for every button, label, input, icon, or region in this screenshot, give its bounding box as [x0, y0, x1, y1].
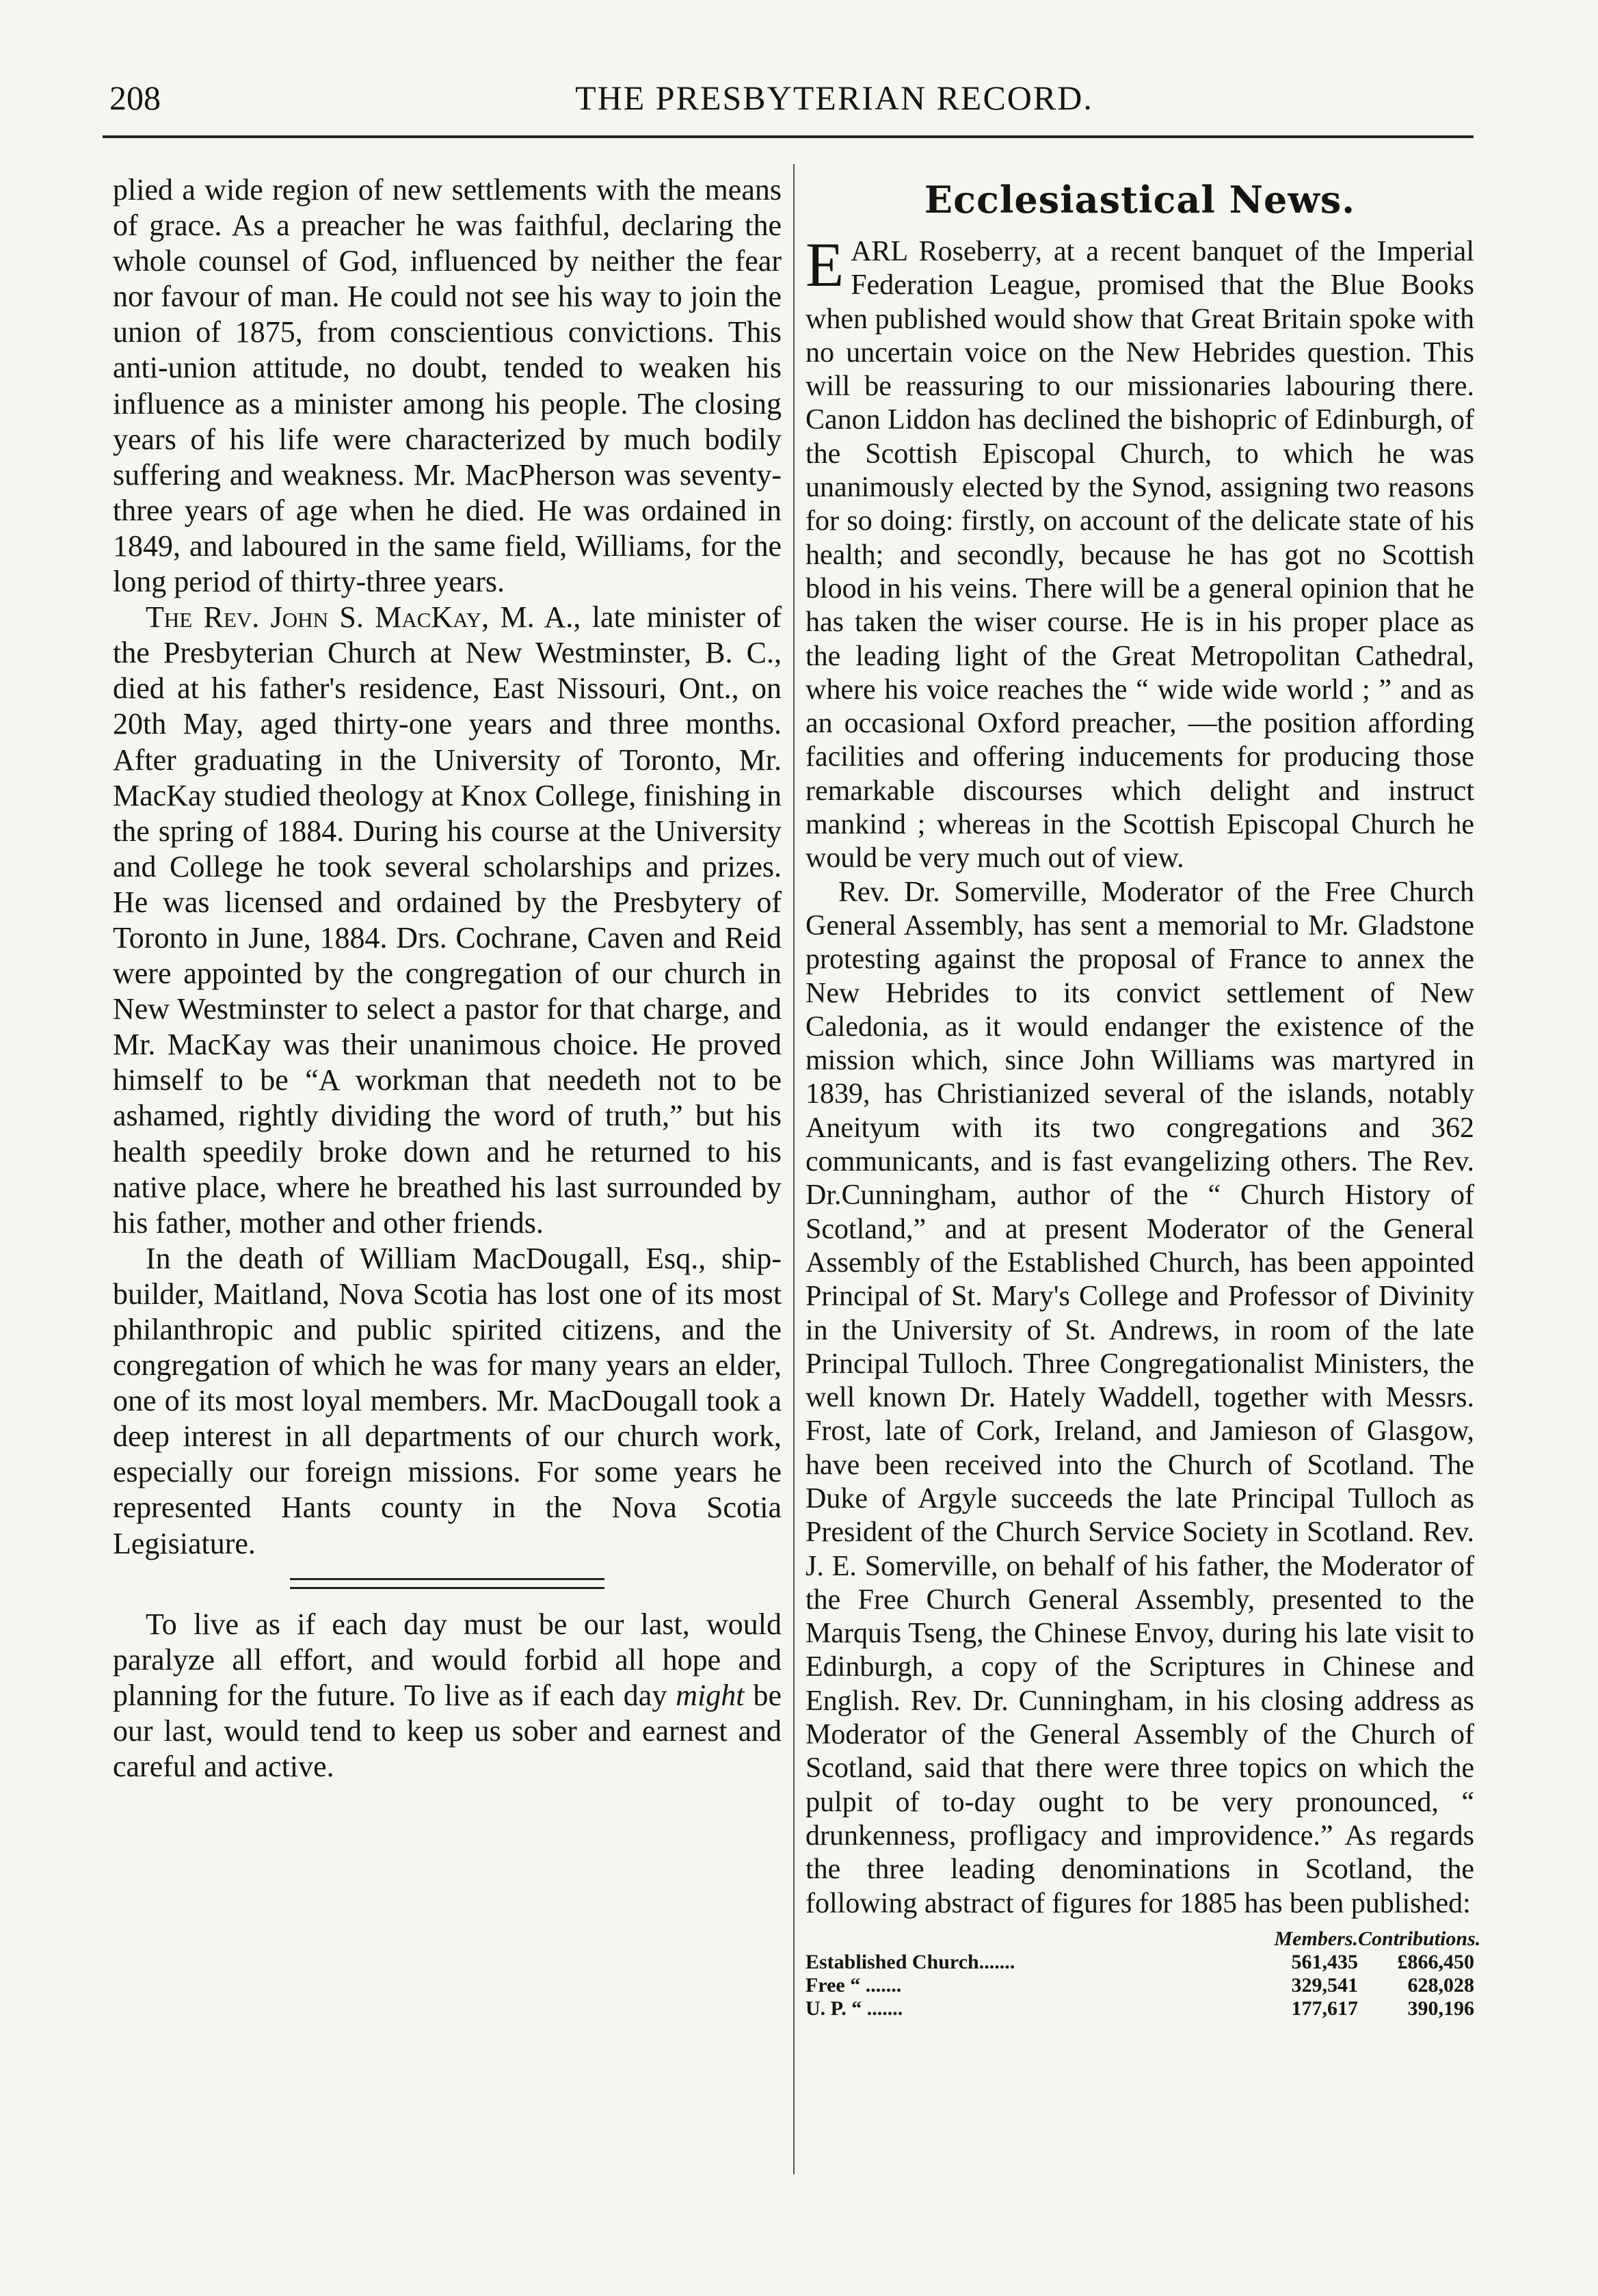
contributions-value: 390,196 [1407, 1997, 1474, 2020]
header-rule [103, 135, 1474, 138]
stats-header-row [805, 1927, 1481, 1951]
obituary-macdougall: In the death of William MacDougall, Esq., ship-builder, Maitland, Nova Scotia has lost one of its most philanthropic and public spirited citizens, and the congregation of which he was for many years an elder, one of its most loyal members. Mr. MacDougall took a deep interest in all departments of our church work, especially our foreign missions. For some years he represented Hants county in the Nova Scotia Legisiature. [113, 1241, 782, 1560]
obituary-macpherson-continued: plied a wide region of new settlements with the means of grace. As a preacher he was faithful, declaring the whole counsel of God, influenced by neither the fear nor favour of man. He could not see his way to join the union of 1875, from conscientious convictions. This anti-union attitude, no doubt, tended to weaken his influence as a minister among his people. The closing years of his life were characterized by much bodily suffering and weakness. Mr. MacPherson was seventy-three years of age when he died. He was ordained in 1849, and laboured in the same field, Williams, for the long period of thirty-three years. [113, 173, 782, 599]
denomination-statistics-table [805, 1927, 1481, 2020]
right-column [805, 172, 1481, 2020]
members-header: Members. [1274, 1927, 1358, 1950]
members-value: 561,435 [1291, 1950, 1358, 1973]
table-row [805, 1997, 1474, 2020]
closing-reflection-b: be our last, would tend to keep us sober and earnest and careful and active. [113, 1678, 782, 1784]
section-separator [290, 1578, 604, 1589]
left-column [113, 172, 782, 1785]
contributions-value: £866,450 [1397, 1950, 1474, 1973]
page-number: 208 [109, 79, 161, 117]
table-row [805, 1951, 1474, 1974]
drop-cap: E [805, 230, 844, 299]
closing-reflection [113, 1607, 782, 1785]
news-paragraph-1 [805, 230, 1474, 876]
closing-reflection-emphasis: might [676, 1678, 745, 1712]
members-value: 177,617 [1291, 1997, 1358, 2020]
obituary-mackay-lead: The Rev. John S. MacKay, M. A., [146, 600, 581, 635]
closing-reflection-a: To live as if each day must be our last, would paralyze all effort, and would forbid all hope and planning for the future. To live as if each day [113, 1607, 782, 1712]
column-divider [793, 164, 795, 2174]
obituary-mackay [113, 600, 782, 1241]
news-paragraph-2: Rev. Dr. Somerville, Moderator of the Free Church General Assembly, has sent a memorial to Mr. Gladstone protesting against the proposal of France to annex the New Hebrides to its convict settlement of New Caledonia, as it would endanger the existence of the mission which, since John Williams was martyred in 1839, has Christianized several of the islands, notably Aneityum with its two congregations and 362 communicants, and is fast evangelizing others. The Rev. Dr.Cunningham, author of the “ Church History of Scotland,” and at present Moderator of the General Assembly of the Established Church, has been appointed Principal of St. Mary's College and Professor of Divinity in the University of St. Andrews, in room of the late Principal Tulloch. Three Congregationalist Ministers, the well known Dr. Hately Waddell, together with Messrs. Frost, late of Cork, Ireland, and Jamieson of Glasgow, have been received into the Church of Scotland. The Duke of Argyle succeeds the late Principal Tulloch as President of the Church Service Society in Scotland. Rev. J. E. Somerville, on behalf of his father, the Moderator of the Free Church General Assembly, presented to the Marquis Tseng, the Chinese Envoy, during his late visit to Edinburgh, a copy of the Scriptures in Chinese and English. Rev. Dr. Cunningham, in his closing address as Moderator of the General Assembly of the Church of Scotland, said that there were three topics on which the pulpit of to-day ought to be very pronounced, “ drunkenness, profligacy and improvidence.” As regards the three leading denominations in Scotland, the following abstract of figures for 1885 has been published: [805, 876, 1474, 1919]
news-paragraph-1-body: ARL Roseberry, at a recent banquet of the Imperial Federation League, promised that the Blue Books when published would show that Great Britain spoke with no uncertain voice on the New Hebrides question. This will be reassuring to our missionaries labouring there. Canon Liddon has declined the bishopric of Edinburgh, of the Scottish Episcopal Church, to which he was unanimously elected by the Synod, assigning two reasons for so doing: firstly, on account of the delicate state of his health; and secondly, because he has got no Scottish blood in his veins. There will be a general opinion that he has taken the wiser course. He is in his proper place as the leading light of the Great Metropolitan Cathedral, where his voice reaches the “ wide wide world ; ” and as an occasional Oxford preacher, —the position affording facilities and offering inducements for producing those remarkable discourses which delight and instruct mankind ; whereas in the Scottish Episcopal Church he would be very much out of view. [805, 236, 1474, 875]
obituary-mackay-body: late minister of the Presbyterian Church at New Westminster, B. C., died at his father's residence, East Nissouri, Ont., on 20th May, aged thirty-one years and three months. After graduating in the University of Toronto, Mr. MacKay studied theology at Knox College, finishing in the spring of 1884. During his course at the University and College he took several scholarships and prizes. He was licensed and ordained by the Presbytery of Toronto in June, 1884. Drs. Cochrane, Caven and Reid were appointed by the congregation of our church in New Westminster to select a pastor for that charge, and Mr. MacKay was their unanimous choice. He proved himself to be “A workman that needeth not to be ashamed, rightly dividing the word of truth,” but his health speedily broke down and he returned to his native place, where he breathed his last surrounded by his father, mother and other friends. [113, 600, 782, 1240]
denomination-name: Established Church....... [805, 1950, 1015, 1973]
contributions-header: Contributions. [1358, 1927, 1481, 1950]
denomination-name: Free “ ....... [805, 1973, 902, 1997]
denomination-name: U. P. “ ....... [805, 1997, 903, 2020]
members-value: 329,541 [1291, 1973, 1358, 1997]
running-title: THE PRESBYTERIAN RECORD. [575, 79, 1093, 117]
contributions-value: 628,028 [1407, 1973, 1474, 1997]
table-row [805, 1974, 1474, 1997]
page-header [82, 66, 1470, 120]
section-title: Ecclesiastical News. [924, 178, 1356, 222]
